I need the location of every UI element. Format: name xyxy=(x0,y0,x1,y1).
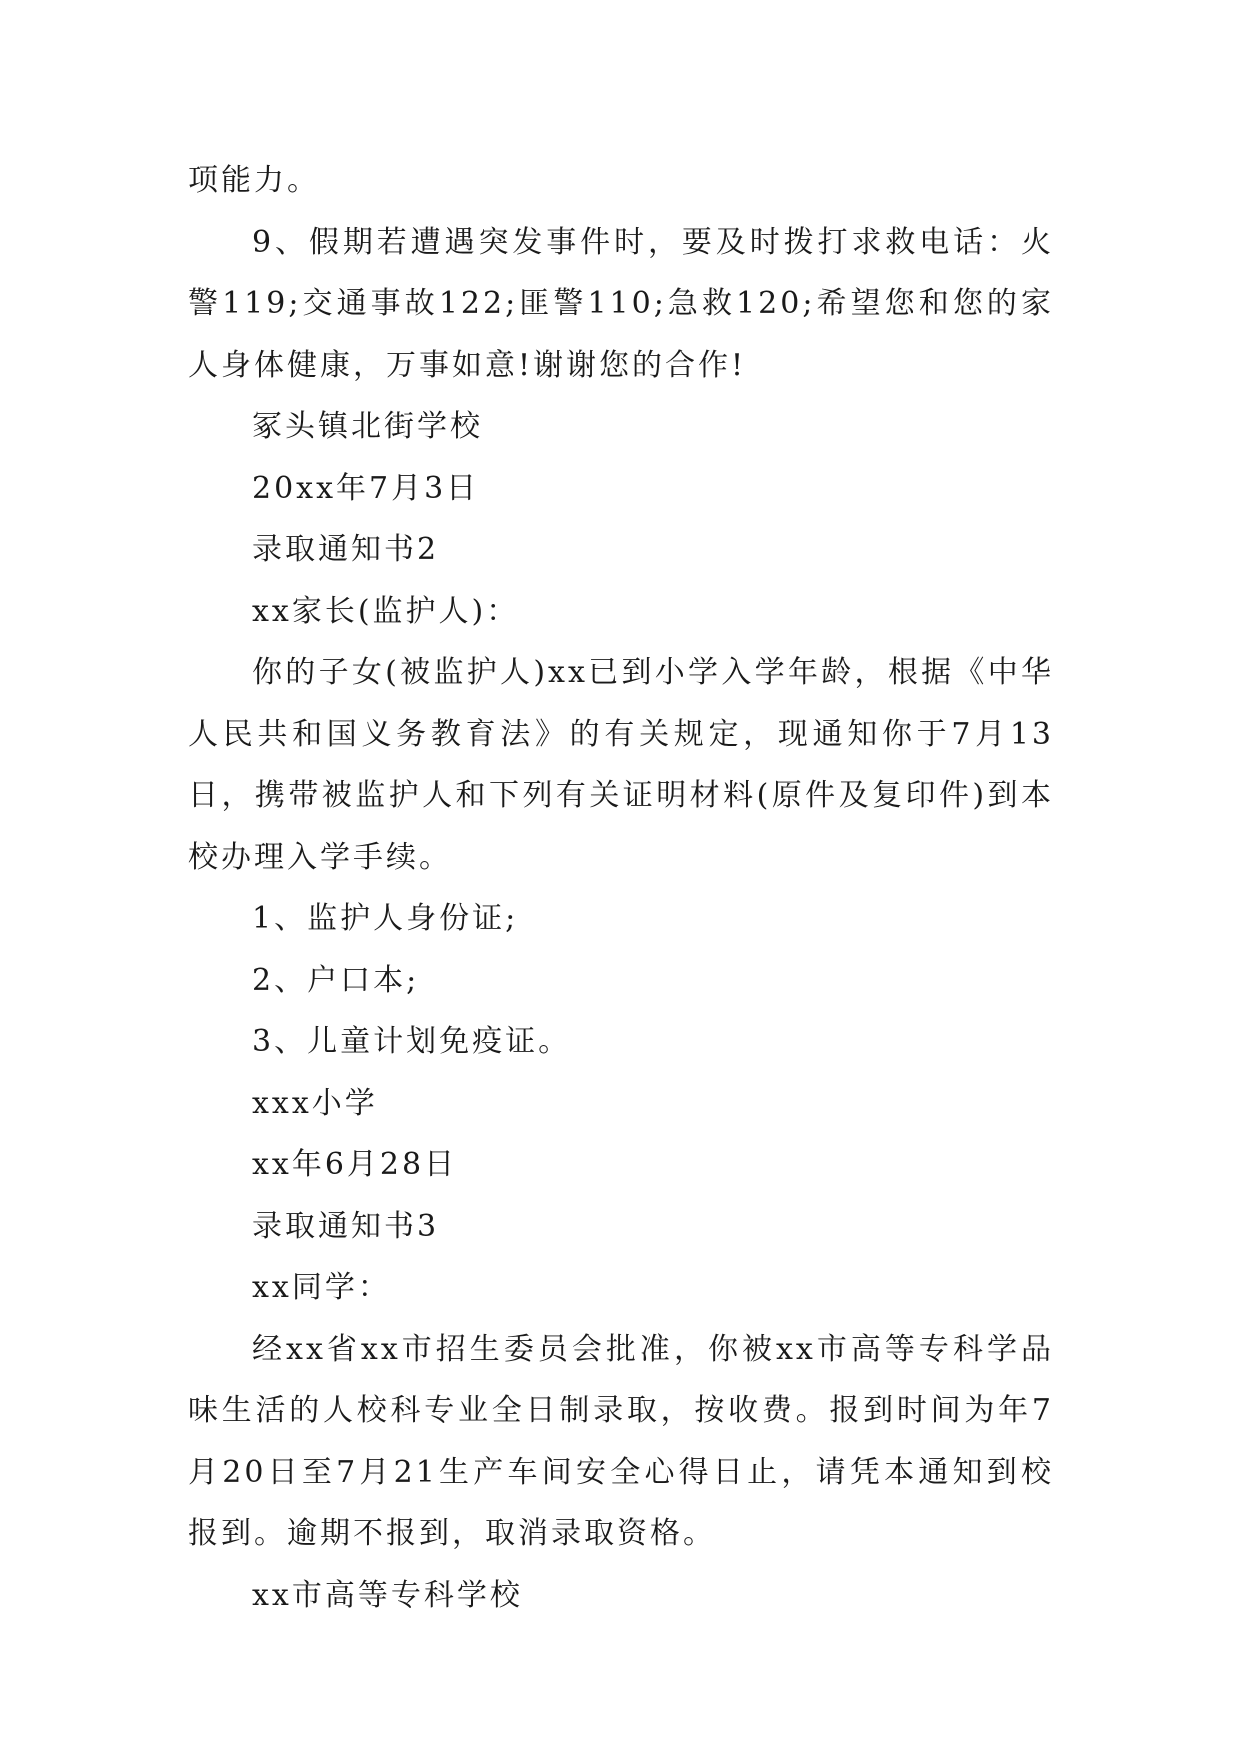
paragraph-continuation: 项能力。 xyxy=(188,163,320,198)
paragraph-emergency-numbers: 9、假期若遭遇突发事件时，要及时拨打求救电话：火警119;交通事故122;匪警110;急救120;希望您和您的家人身体健康，万事如意!谢谢您的合作! xyxy=(188,224,1054,383)
signature-college-name: xx市高等专科学校 xyxy=(252,1577,523,1613)
signature-primary-school: xxx小学 xyxy=(252,1085,378,1121)
signature-date-2: xx年6月28日 xyxy=(252,1147,458,1182)
paragraph-enrollment-notice: 你的子女(被监护人)xx已到小学入学年龄，根据《中华人民共和国义务教育法》的有关规定，现通知你于7月13日，携带被监护人和下列有关证明材料(原件及复印件)到本校办理入学手续。 xyxy=(188,655,1054,875)
section-heading-notice-3: 录取通知书3 xyxy=(252,1208,440,1244)
salutation-parent: xx家长(监护人)： xyxy=(252,593,520,629)
list-item-household-register: 2、户口本; xyxy=(252,962,420,998)
paragraph-admission-notice: 经xx省xx市招生委员会批准，你被xx市高等专科学品味生活的人校科专业全日制录取，按收费。报到时间为年7月20日至7月21生产车间安全心得日止，请凭本通知到校报到。逾期不报到，取消录取资格。 xyxy=(188,1331,1054,1551)
document-body xyxy=(188,150,1054,1626)
salutation-student: xx同学： xyxy=(252,1270,391,1305)
list-item-id-card: 1、监护人身份证; xyxy=(252,901,519,936)
section-heading-notice-2: 录取通知书2 xyxy=(252,532,440,567)
signature-date: 20xx年7月3日 xyxy=(252,470,480,506)
signature-school-name: 冢头镇北街学校 xyxy=(252,409,483,444)
list-item-immunization-card: 3、儿童计划免疫证。 xyxy=(252,1024,572,1059)
